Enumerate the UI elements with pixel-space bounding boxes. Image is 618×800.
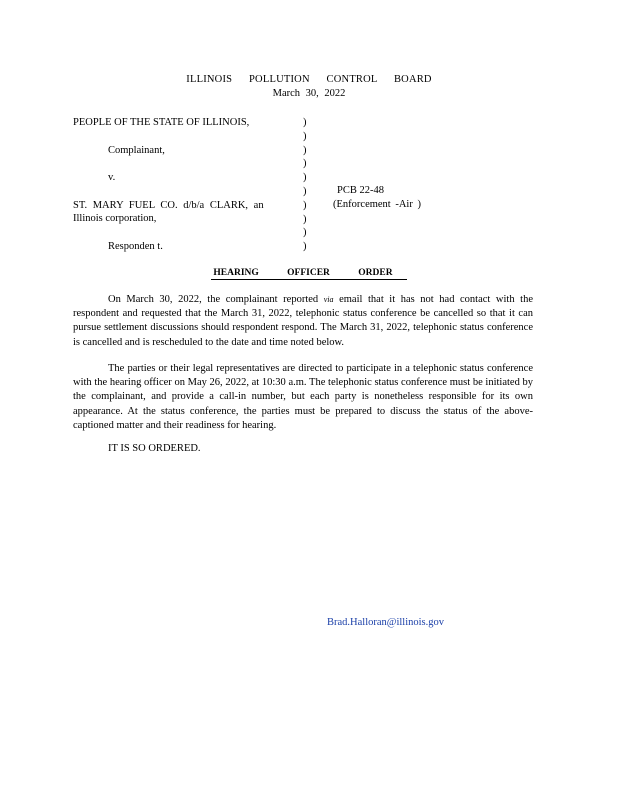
paragraph-1-end: email that it has not had contact with the respondent and requested that the March 31, 2022, telephonic status conference be cancelled so that it can pursue settlement discussions should respondent respond. The March 31, 2022, telephonic status conference is cancelled and is rescheduled to the date and time noted below. — [73, 294, 533, 348]
so-ordered: IT IS SO ORDERED. — [108, 443, 201, 454]
complainant-label: Complainant, — [108, 145, 165, 156]
case-number: PCB 22-48 — [337, 185, 384, 196]
respondent-name-line1: ST. MARY FUEL CO. d/b/a CLARK, an — [73, 200, 264, 211]
hearing-officer-email-link[interactable]: Brad.Halloran@illinois.gov — [327, 617, 444, 628]
board-title: ILLINOIS POLLUTION CONTROL BOARD — [186, 74, 432, 85]
caption-paren: ) — [303, 241, 307, 253]
caption-paren: ) — [303, 185, 307, 197]
caption-paren: ) — [303, 172, 307, 184]
case-type: (Enforcement -Air ) — [333, 199, 421, 210]
caption-paren-column — [303, 116, 311, 254]
caption-paren: ) — [303, 144, 307, 156]
caption-paren: ) — [303, 199, 307, 211]
order-paragraph-2: The parties or their legal representatives are directed to participate in a telephonic status conference with the hearing officer on May 26, 2022, at 10:30 a.m. The telephonic status conference must be initiated by the complainant, and provide a call-in number, but each party is nonetheless responsible for its own appearance. At the status conference, the parties must be prepared to discuss the status of the above-captioned matter and their readiness for hearing. — [73, 363, 533, 431]
paragraph-1-start: On March 30, 2022, the complainant reported — [108, 294, 324, 305]
paragraph-1-italic: via — [323, 295, 334, 304]
caption-paren: ) — [303, 130, 307, 142]
respondent-label: Responden t. — [108, 241, 163, 252]
caption-paren: ) — [303, 213, 307, 225]
order-heading — [0, 268, 618, 278]
order-heading-text: HEARING OFFICER ORDER — [211, 268, 406, 280]
versus-label: v. — [108, 172, 116, 183]
plaintiff-name: PEOPLE OF THE STATE OF ILLINOIS, — [73, 117, 250, 128]
caption-paren: ) — [303, 158, 307, 170]
order-paragraph-1 — [73, 293, 533, 350]
respondent-name-line2: Illinois corporation, — [73, 213, 157, 224]
order-date: March 30, 2022 — [272, 88, 346, 99]
caption-paren: ) — [303, 227, 307, 239]
caption-paren: ) — [303, 117, 307, 128]
